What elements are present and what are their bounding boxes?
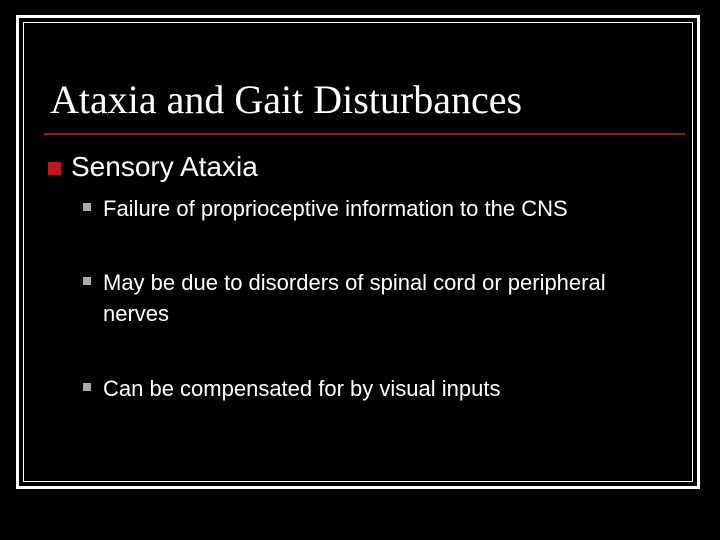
sub-bullet-visual-inputs	[83, 373, 703, 404]
sub-bullet-text: May be due to disorders of spinal cord or peripheral nerves	[103, 270, 606, 326]
sub-bullet-text: Can be compensated for by visual inputs	[103, 376, 501, 401]
gray-square-bullet-icon	[83, 383, 91, 391]
sub-bullet-proprioceptive	[83, 193, 703, 224]
gray-square-bullet-icon	[83, 203, 91, 211]
slide-title: Ataxia and Gait Disturbances	[50, 77, 523, 122]
gray-square-bullet-icon	[83, 277, 91, 285]
red-square-bullet-icon	[48, 162, 61, 175]
bullet-text: Sensory Ataxia	[71, 151, 258, 182]
sub-bullet-text: Failure of proprioceptive information to the CNS	[103, 196, 568, 221]
sub-bullet-spinal-cord	[83, 267, 703, 329]
title-divider	[44, 133, 685, 135]
bullet-sensory-ataxia	[48, 150, 258, 184]
